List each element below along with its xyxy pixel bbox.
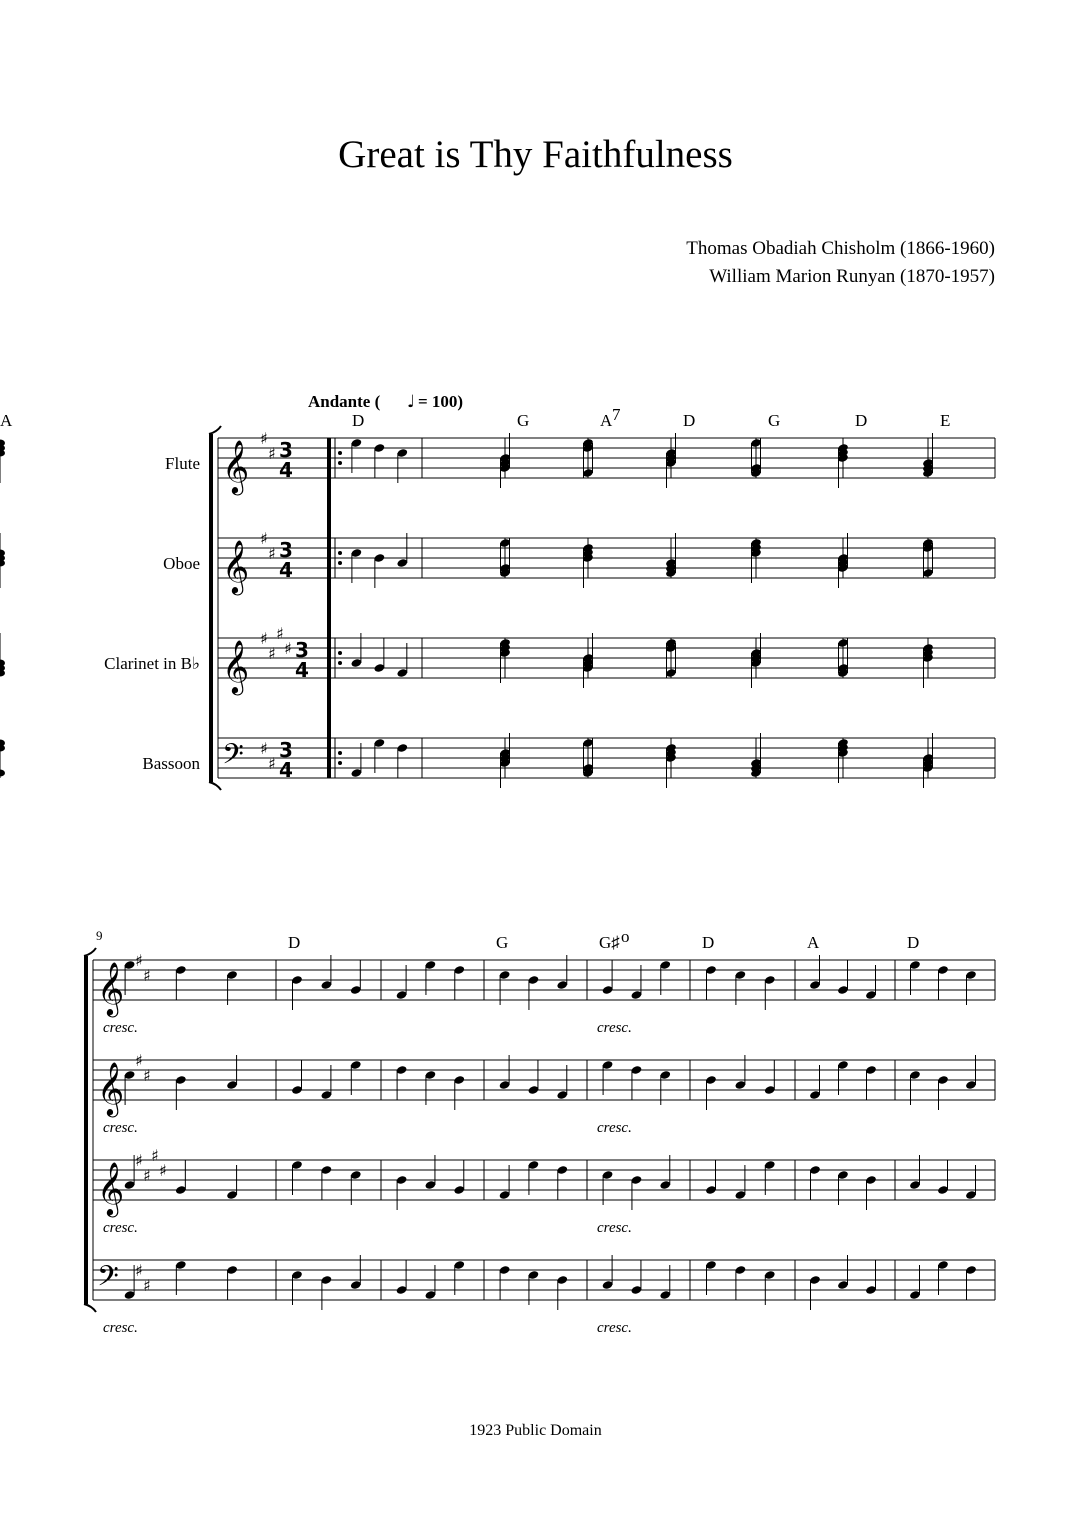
- quarter-note-icon: ♩: [407, 392, 416, 412]
- repeat-dot: [338, 751, 342, 755]
- chord-symbol-extension: 7: [612, 405, 621, 424]
- sharp-icon: ♯: [284, 639, 292, 658]
- time-signature-denominator: 4: [279, 558, 293, 582]
- repeat-dot: [338, 661, 342, 665]
- instrument-name: Bassoon: [142, 754, 200, 773]
- copyright-footer: 1923 Public Domain: [469, 1422, 602, 1439]
- dynamic-cresc: cresc.: [103, 1220, 138, 1236]
- notehead: [0, 560, 5, 567]
- sharp-icon: ♯: [143, 966, 151, 985]
- bass-clef-icon: 𝄢: [222, 738, 244, 778]
- repeat-thick-bar: [327, 438, 331, 478]
- chord-symbol: G: [517, 411, 530, 430]
- bracket-top: [209, 426, 221, 434]
- time-signature-numerator: 3: [279, 438, 293, 462]
- chord-symbol: D: [288, 933, 301, 952]
- repeat-dot: [338, 451, 342, 455]
- repeat-dot: [338, 551, 342, 555]
- chord-symbol: D: [702, 933, 715, 952]
- chord-symbol: D: [907, 933, 920, 952]
- notehead: [0, 670, 5, 677]
- treble-clef-icon: 𝄞: [97, 961, 125, 1015]
- chord-symbol: G: [496, 933, 509, 952]
- system-bracket: [84, 956, 88, 1304]
- repeat-dot: [338, 651, 342, 655]
- sharp-icon: ♯: [276, 624, 284, 643]
- instrument-name: Clarinet in B♭: [104, 654, 200, 673]
- sharp-icon: ♯: [159, 1161, 167, 1180]
- composer-credit: William Marion Runyan (1870-1957): [709, 266, 995, 287]
- sharp-icon: ♯: [268, 754, 276, 773]
- sharp-icon: ♯: [135, 1051, 143, 1070]
- treble-clef-icon: 𝄞: [222, 639, 250, 693]
- chord-symbol: A: [600, 411, 613, 430]
- lyricist-credit: Thomas Obadiah Chisholm (1866-1960): [686, 238, 995, 259]
- measure-number: 9: [96, 928, 103, 943]
- sharp-icon: ♯: [268, 444, 276, 463]
- time-signature-denominator: 4: [279, 458, 293, 482]
- chord-symbol: G♯: [599, 933, 620, 952]
- chord-symbol: E: [940, 411, 951, 430]
- bracket-bottom: [84, 1304, 96, 1312]
- dynamic-cresc: cresc.: [103, 1120, 138, 1136]
- time-signature-numerator: 3: [279, 738, 293, 762]
- sharp-icon: ♯: [268, 544, 276, 563]
- dynamic-cresc: cresc.: [597, 1020, 632, 1036]
- dynamic-cresc: cresc.: [103, 1320, 138, 1336]
- chord-symbol: A: [0, 411, 13, 430]
- sharp-icon: ♯: [135, 1151, 143, 1170]
- time-signature-denominator: 4: [295, 658, 309, 682]
- chord-symbol: D: [855, 411, 868, 430]
- instrument-name: Oboe: [163, 554, 200, 573]
- repeat-dot: [338, 461, 342, 465]
- chord-symbol-extension: o: [621, 927, 630, 946]
- system-bracket: [209, 434, 213, 782]
- tempo-bpm: = 100): [418, 392, 464, 411]
- sharp-icon: ♯: [151, 1146, 159, 1165]
- dynamic-cresc: cresc.: [103, 1020, 138, 1036]
- sharp-icon: ♯: [260, 529, 268, 548]
- time-signature-numerator: 3: [295, 638, 309, 662]
- bracket-bottom: [209, 782, 221, 790]
- dynamic-cresc: cresc.: [597, 1120, 632, 1136]
- treble-clef-icon: 𝄞: [97, 1061, 125, 1115]
- chord-symbol: D: [352, 411, 365, 430]
- score-title: Great is Thy Faithfulness: [338, 133, 733, 176]
- notehead: [0, 745, 5, 752]
- bracket-top: [84, 948, 96, 956]
- dynamic-cresc: cresc.: [597, 1320, 632, 1336]
- sharp-icon: ♯: [143, 1276, 151, 1295]
- sharp-icon: ♯: [260, 629, 268, 648]
- repeat-dot: [338, 561, 342, 565]
- notehead: [0, 770, 5, 777]
- repeat-dot: [338, 761, 342, 765]
- treble-clef-icon: 𝄞: [97, 1161, 125, 1215]
- bass-clef-icon: 𝄢: [97, 1260, 119, 1300]
- sharp-icon: ♯: [135, 1261, 143, 1280]
- treble-clef-icon: 𝄞: [222, 539, 250, 593]
- dynamic-cresc: cresc.: [597, 1220, 632, 1236]
- sharp-icon: ♯: [135, 951, 143, 970]
- repeat-thick-bar: [327, 478, 331, 778]
- sharp-icon: ♯: [260, 739, 268, 758]
- sharp-icon: ♯: [143, 1066, 151, 1085]
- chord-symbol: A: [807, 933, 820, 952]
- chord-symbol: D: [683, 411, 696, 430]
- chord-symbol: G: [768, 411, 781, 430]
- sharp-icon: ♯: [268, 644, 276, 663]
- notehead: [0, 450, 5, 457]
- tempo-marking: Andante (: [308, 392, 381, 411]
- time-signature-denominator: 4: [279, 758, 293, 782]
- instrument-name: Flute: [165, 454, 200, 473]
- sharp-icon: ♯: [143, 1166, 151, 1185]
- treble-clef-icon: 𝄞: [222, 439, 250, 493]
- sharp-icon: ♯: [260, 429, 268, 448]
- time-signature-numerator: 3: [279, 538, 293, 562]
